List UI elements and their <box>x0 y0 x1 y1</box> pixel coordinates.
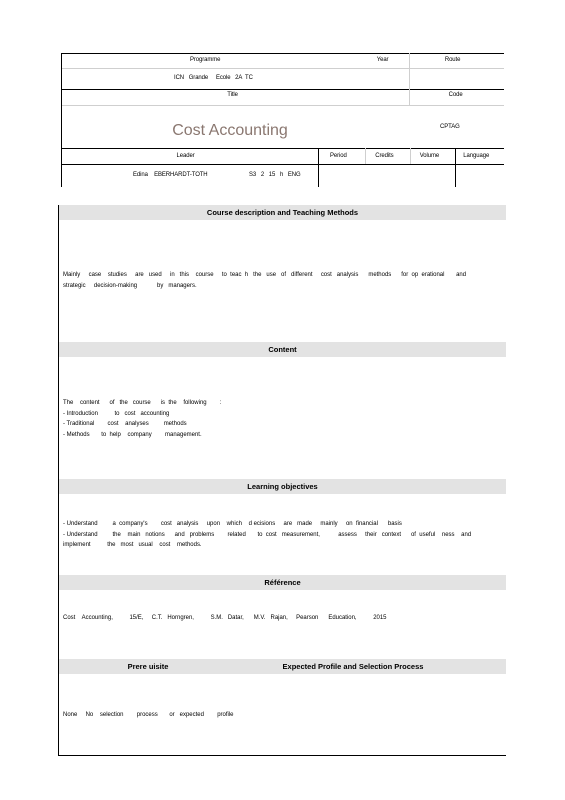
reference-title: Référence <box>264 578 301 587</box>
description-line: Mainly case studies are used in this course to teac h the use of different cost analysis methods for op erational and <box>63 271 467 278</box>
volume-label: Volume <box>419 152 440 159</box>
content-line: - Methods to help company management. <box>63 430 202 438</box>
credits-label: Credits <box>375 152 394 159</box>
route-label: Route <box>444 56 461 63</box>
objectives-line: implement the most usual cost methods. <box>63 541 202 548</box>
course-code: CPTAG <box>440 123 460 130</box>
prerequisite-text <box>63 710 248 721</box>
content-line: - Introduction to cost accounting <box>63 409 170 417</box>
content-line: - Traditional cost analyses methods <box>63 420 187 427</box>
objectives-line: - Understand the main notions and problems related to cost measurement, assess their context of useful ness and <box>63 530 472 538</box>
period-label: Period <box>330 152 347 159</box>
period-credits-value: S3 2 15 h ENG <box>249 171 301 178</box>
reference-line: Cost Accounting, 15/E, C.T. Horngren, S.M. Datar, M.V. Rajan, Pearson Education, 2015 <box>63 614 387 621</box>
language-label: Language <box>463 152 490 159</box>
prerequisite-title: Prere uisite <box>127 662 169 671</box>
objectives-line: - Understand a company's cost analysis upon which d ecisions are made mainly on financial basis <box>63 520 402 527</box>
objectives-text <box>63 519 507 551</box>
objectives-title: Learning objectives <box>247 482 318 491</box>
description-text <box>63 270 501 291</box>
course-title: Cost Accounting <box>172 122 288 139</box>
content-line: The content of the course is the following : <box>63 399 222 406</box>
description-line: strategic decision-making by managers. <box>63 281 197 289</box>
title-label: Title <box>227 91 238 98</box>
reference-text <box>63 613 415 624</box>
prerequisite-line: None No selection process or expected profile <box>63 711 234 718</box>
leader-label: Leader <box>176 152 195 159</box>
description-title: Course description and Teaching Methods <box>206 208 359 217</box>
code-label: Code <box>448 91 463 98</box>
selection-process-title: Expected Profile and Selection Process <box>282 662 424 671</box>
leader-value: Edina EBERHARDT-TOTH <box>133 171 208 178</box>
programme-value: ICN Grande Ecole 2A TC <box>174 74 253 81</box>
programme-label: Programme <box>189 56 221 63</box>
year-label: Year <box>376 56 389 63</box>
content-title: Content <box>268 345 297 354</box>
content-text <box>63 398 235 440</box>
